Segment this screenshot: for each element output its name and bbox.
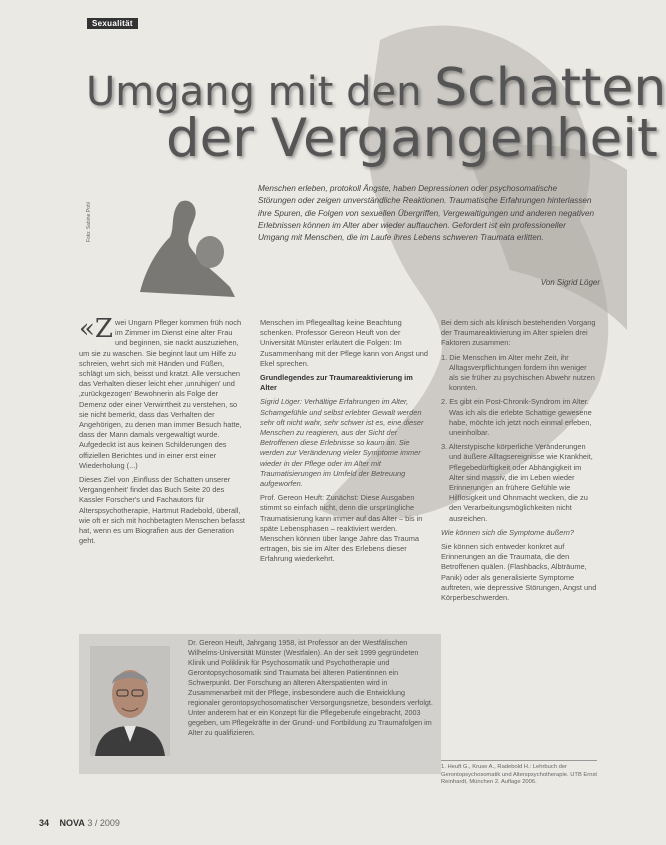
magazine-name: NOVA (59, 818, 85, 828)
column-2-subheading: Grundlegendes zur Traumareaktivierung im Alter (260, 373, 413, 393)
column-3-paragraph-1: Bei dem sich als klinisch bestehenden Vorgang der Traumareaktivierung im Alter spielen drei Faktoren zusammen: (441, 318, 596, 348)
list-item: 3. Alterstypische körperliche Veränderungen und äußere Alltagsereignisse wie Krankheit, Pflegebedürftigkeit oder Abhängigkeit im Alter sind massiv, die im Leben wieder Erinnerungen an frühere Gefühle wie Hilflosigkeit und Ohnmacht wecken, die zu den Verarbeitungsmöglichkeiten nicht ausreichen. (441, 442, 593, 523)
footnote: 1. Heuft G., Kruse A., Radebold H.: Lehrbuch der Gerontopsychosomatik und Alterspsychotherapie. UTB Ernst Reinhardt, München 2. Auflage 2006. (441, 760, 597, 787)
portrait-photo (90, 646, 170, 756)
column-2-question: Sigrid Löger: Verhältige Erfahrungen im Alter, Schamgefühle und selbst erlebter Gewalt werden sehr oft nicht wahr, sehr schwer ist es, eine dieser Menschen zu reagieren, aus der Sicht der Betroffenen diese Erlebnisse so kaum an. Sie werden zur Veränderung vieler Symptome immer wieder in der Pflege oder im Alter mit Traumatisierungen im Umfeld der Betreuung aufgeworfen. (260, 397, 424, 489)
list-item: 1. Die Menschen im Alter mehr Zeit, ihr Alltagsverpflichtungen fordern ihn weniger als sie früher zu psychischen Abwehr nutzen konnten. (441, 352, 595, 393)
photo-credit: Foto: Sabine Pohl (86, 202, 92, 242)
column-1 (79, 314, 246, 550)
column-2-paragraph-1: Menschen im Pflegealltag keine Beachtung schenken. Professor Gereon Heuft von der Universität Münster erläutert die Folgen: Im Zusammenhang mit der Pflege kann von Angst und Ekel sprechen. (260, 318, 429, 368)
section-tag: Sexualität (87, 18, 138, 29)
list-item: 2. Es gibt ein Post-Chronik-Syndrom im Alter. Was ich als die erlebte Schattige gewesene habe, möchte ich jetzt noch einmal erleben, uneinholbar. (441, 397, 592, 438)
shadow-hand-photo (100, 192, 250, 297)
column-3-question: Wie können sich die Symptome äußern? (441, 527, 575, 537)
column-2 (260, 318, 430, 569)
drop-cap: «Z (79, 314, 113, 344)
headline-big-word: Schatten (434, 58, 666, 118)
column-3-answer: Sie können sich entweder konkret auf Erinnerungen an die Traumata, die den Betroffenen quälen. (Flashbacks, Albträume, Panik) oder als generalisierte Symptome auftreten, wie depressive Störungen, Angst und Körperbeschwerden. (441, 542, 597, 603)
author-byline: Von Sigrid Löger (540, 278, 600, 287)
page-number: 34 (39, 818, 50, 828)
headline-prefix: Umgang mit den (86, 69, 422, 115)
column-1-paragraph-1: wei Ungarn Pfleger kommen früh noch im Zimmer im Dienst eine alter Frau und beginnen, sie nackt auszuziehen, um sie zu waschen. Sie beginnt laut um Hilfe zu schreien, wehrt sich mit Händen und Füßen, schlägt um sich, beisst und kratzt. Alle versuchen das Verhalten dieser leicht eher ‚unruhigen' und ‚zurückgezogen' Bewohnerin als Folge der Demenz oder einer Verwirrtheit zu verstehen, so sie nicht bemerkt, dass das Verhalten der Angehörigen, zu denen man immer Besuch hatte, dass der Mann damals vergewaltigt wurde. Aufgedeckt ist aus keinen Schilderungen des offiziellen Berichtes und in einer erst einer Wiederholung (...) (79, 318, 242, 470)
page-footer (39, 818, 120, 828)
column-2-answer: Prof. Gereon Heuft: Zunächst: Diese Ausgaben stimmt so einfach nicht, denn die ursprüngliche Traumatisierung kann immer auf das Alter – bis in späte Lebensphasen – reaktiviert werden. Menschen können über lange Jahre das Trauma ertragen, bis sie im Alter des Erlebens dieser Erfahrung wiederkehrt. (260, 493, 423, 564)
column-1-paragraph-2: Dieses Ziel von ‚Einfluss der Schatten unserer Vergangenheit' findet das Buch Seite 20 des Kassler Forscher's und Fachautors für Alterspsychotherapie, Hartmut Radebold, überall, wie oft er sich mit hochbetagten Menschen befasst hat, wenn es um Biografien aus der Generation geht. (79, 475, 245, 546)
headline-line-2: der Vergangenheit (166, 108, 658, 169)
issue-number: 3 / 2009 (87, 818, 120, 828)
intro-paragraph: Menschen erleben, protokoll Ängste, haben Depressionen oder psychosomatische Störungen oder zeigen unverständliche Reaktionen. Traumatische Erfahrungen hinterlassen ihre Spuren, die Folgen von sexuellen Übergriffen, Vergewaltigungen und anderen negativen Erlebnissen können im Alter aber wieder auftauchen. Gefordert ist ein professioneller Umgang mit Menschen, die im Laufe ihres Lebens schweren Traumata erlitten. (258, 184, 595, 243)
bio-text: Dr. Gereon Heuft, Jahrgang 1958, ist Professor an der Westfälischen Wilhelms-Universität Münster (Westfalen). An der seit 1999 gegründeten Klinik und Poliklinik für Psychosomatik und Psychotherapie und Gerontopsychosomatik sind Traumata bei älteren Patientinnen ein Schwerpunkt. Der Forschung an älteren Alterspatienten wird in Zusammenarbeit mit der Pflege, insbesondere auch die Entwicklung regionaler gerontopsychosomatischer Versorgungsnetze, besonders verfolgt. Unter anderem hat er ein Konzept für die Pflegeberufe eingebracht, 2003 gegeben, um Pflegekräfte in der Grund- und Fortbildung zu Traumafolgen im Alter zu qualifizieren. (188, 638, 433, 737)
column-3 (441, 318, 597, 607)
